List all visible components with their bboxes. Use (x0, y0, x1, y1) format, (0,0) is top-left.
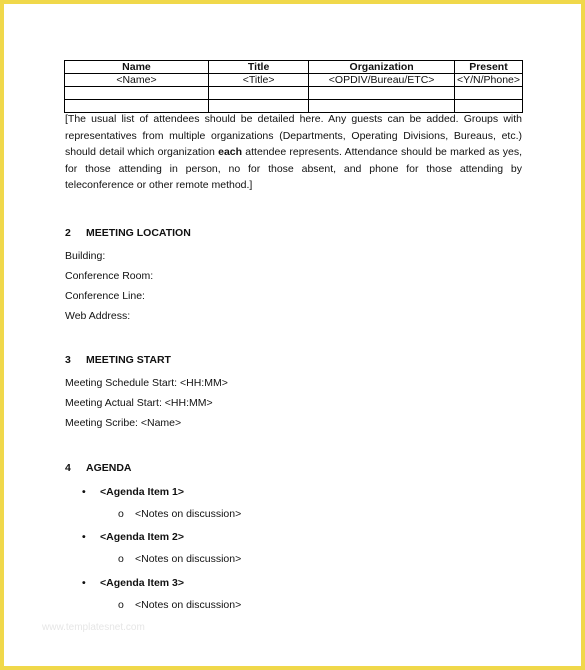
table-cell (208, 87, 308, 100)
attendees-note-text-2: attendee represents. Attendance should be marked as yes, for those attending in person, no for those absent, and phone for those attending by teleconference or other remote method.] (65, 146, 522, 191)
document-page (4, 4, 581, 666)
table-cell: <Title> (208, 74, 308, 87)
section-heading-location (65, 227, 191, 239)
section-number: 4 (65, 462, 71, 474)
watermark: www.templatesnet.com (42, 622, 145, 633)
attendees-table (64, 60, 523, 113)
table-cell: <Name> (65, 74, 209, 87)
location-web-address: Web Address: (65, 310, 131, 322)
column-header-organization: Organization (309, 61, 455, 74)
meeting-actual-start: Meeting Actual Start: <HH:MM> (65, 397, 213, 409)
section-number: 3 (65, 354, 71, 366)
agenda-item-label: <Agenda Item 2> (100, 531, 185, 543)
agenda-item-label: <Agenda Item 3> (100, 577, 185, 589)
column-header-present: Present (454, 61, 522, 74)
section-title: AGENDA (86, 462, 132, 474)
bullet-icon: • (82, 486, 86, 498)
attendees-note (65, 111, 522, 194)
agenda-note (118, 508, 241, 520)
attendees-note-text-1: [The usual list of attendees should be detailed here. Any guests can be added. Groups with representatives from multiple organizations (Departments, Operating Divisions, Bureaus, etc.) should detail which organization (65, 113, 522, 158)
sub-bullet-icon: o (118, 508, 124, 520)
section-heading-agenda (65, 462, 132, 474)
agenda-item (82, 531, 184, 543)
location-conference-room: Conference Room: (65, 270, 154, 282)
table-cell: <Y/N/Phone> (454, 74, 522, 87)
section-title: MEETING START (86, 354, 171, 366)
table-header-row (65, 61, 523, 74)
column-header-name: Name (65, 61, 209, 74)
table-row (65, 87, 523, 100)
table-cell (454, 87, 522, 100)
bullet-icon: • (82, 577, 86, 589)
agenda-note-text: <Notes on discussion> (135, 508, 242, 520)
agenda-item (82, 577, 184, 589)
bullet-icon: • (82, 531, 86, 543)
location-conference-line: Conference Line: (65, 290, 145, 302)
section-number: 2 (65, 227, 71, 239)
table-cell (309, 87, 455, 100)
meeting-schedule-start: Meeting Schedule Start: <HH:MM> (65, 377, 228, 389)
location-building: Building: (65, 250, 106, 262)
agenda-note-text: <Notes on discussion> (135, 553, 242, 565)
section-title: MEETING LOCATION (86, 227, 191, 239)
agenda-note (118, 553, 241, 565)
table-row (65, 74, 523, 87)
agenda-item (82, 486, 184, 498)
meeting-scribe: Meeting Scribe: <Name> (65, 417, 182, 429)
table-cell (65, 87, 209, 100)
section-heading-start (65, 354, 171, 366)
sub-bullet-icon: o (118, 599, 124, 611)
attendees-note-bold: each (218, 146, 243, 158)
agenda-note-text: <Notes on discussion> (135, 599, 242, 611)
column-header-title: Title (208, 61, 308, 74)
agenda-item-label: <Agenda Item 1> (100, 486, 185, 498)
agenda-note (118, 599, 241, 611)
sub-bullet-icon: o (118, 553, 124, 565)
table-cell: <OPDIV/Bureau/ETC> (309, 74, 455, 87)
